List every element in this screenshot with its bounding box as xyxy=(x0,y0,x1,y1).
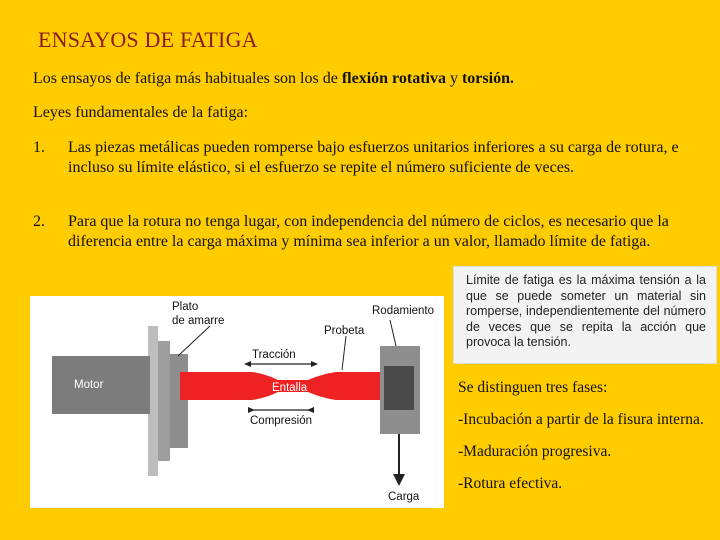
phase-item: -Rotura efectiva. xyxy=(458,475,563,492)
plate-pointer xyxy=(178,326,210,356)
plate-inner xyxy=(158,341,170,461)
definition-text: Límite de fatiga es la máxima tensión a la que se puede someter un material sin romperse, independientemente del número de veces que se repita la acción que provoca la tensión. xyxy=(466,273,706,349)
law-item xyxy=(33,138,698,178)
law-number: 1. xyxy=(33,139,45,156)
bearing-label: Rodamiento xyxy=(372,305,435,317)
phases-notes xyxy=(458,378,708,506)
phases-heading: Se distinguen tres fases: xyxy=(458,379,608,396)
motor-label: Motor xyxy=(74,379,104,391)
phase-item: -Incubación a partir de la fisura interna. xyxy=(458,411,704,428)
probeta-pointer xyxy=(342,336,346,370)
plate-hub xyxy=(170,354,188,448)
law-item xyxy=(33,212,698,252)
probeta-label: Probeta xyxy=(324,325,365,337)
intro-paragraph xyxy=(33,70,514,88)
intro-prefix: Los ensayos de fatiga más habituales son los de xyxy=(33,70,342,87)
fatigue-test-diagram xyxy=(30,296,444,508)
plate-label-line2: de amarre xyxy=(172,315,225,327)
laws-heading: Leyes fundamentales de la fatiga: xyxy=(33,104,249,121)
notch-label: Entalla xyxy=(272,382,308,394)
intro-middle: y xyxy=(445,70,462,87)
diagram-svg xyxy=(30,296,444,508)
plate-label-line1: Plato xyxy=(172,301,199,313)
traction-label: Tracción xyxy=(252,349,296,361)
bearing-pointer xyxy=(390,320,396,346)
phase-item: -Maduración progresiva. xyxy=(458,443,612,460)
compression-label: Compresión xyxy=(250,415,312,427)
intro-bold-torsion: torsión. xyxy=(461,70,514,87)
law-text: Para que la rotura no tenga lugar, con independencia del número de ciclos, es necesario que la diferencia entre la carga máxima y mínima sea inferior a un valor, llamado límite de fatiga. xyxy=(68,213,669,250)
compression-arrow-left-head xyxy=(248,407,255,413)
law-text: Las piezas metálicas pueden romperse bajo esfuerzos unitarios inferiores a su carga de rotura, e incluso su límite elástico, si el esfuerzo se repite el número suficiente de veces. xyxy=(68,139,679,176)
traction-arrow-left-head xyxy=(244,361,251,367)
law-number: 2. xyxy=(33,213,45,230)
compression-arrow-right-head xyxy=(307,407,314,413)
traction-arrow-right-head xyxy=(311,361,318,367)
fatigue-limit-definition-box xyxy=(453,266,717,364)
intro-bold-flexion: flexión rotativa xyxy=(341,70,446,87)
load-arrow xyxy=(393,474,405,486)
page-title: ENSAYOS DE FATIGA xyxy=(38,27,258,52)
load-label: Carga xyxy=(388,491,420,503)
bearing-core xyxy=(384,366,414,410)
